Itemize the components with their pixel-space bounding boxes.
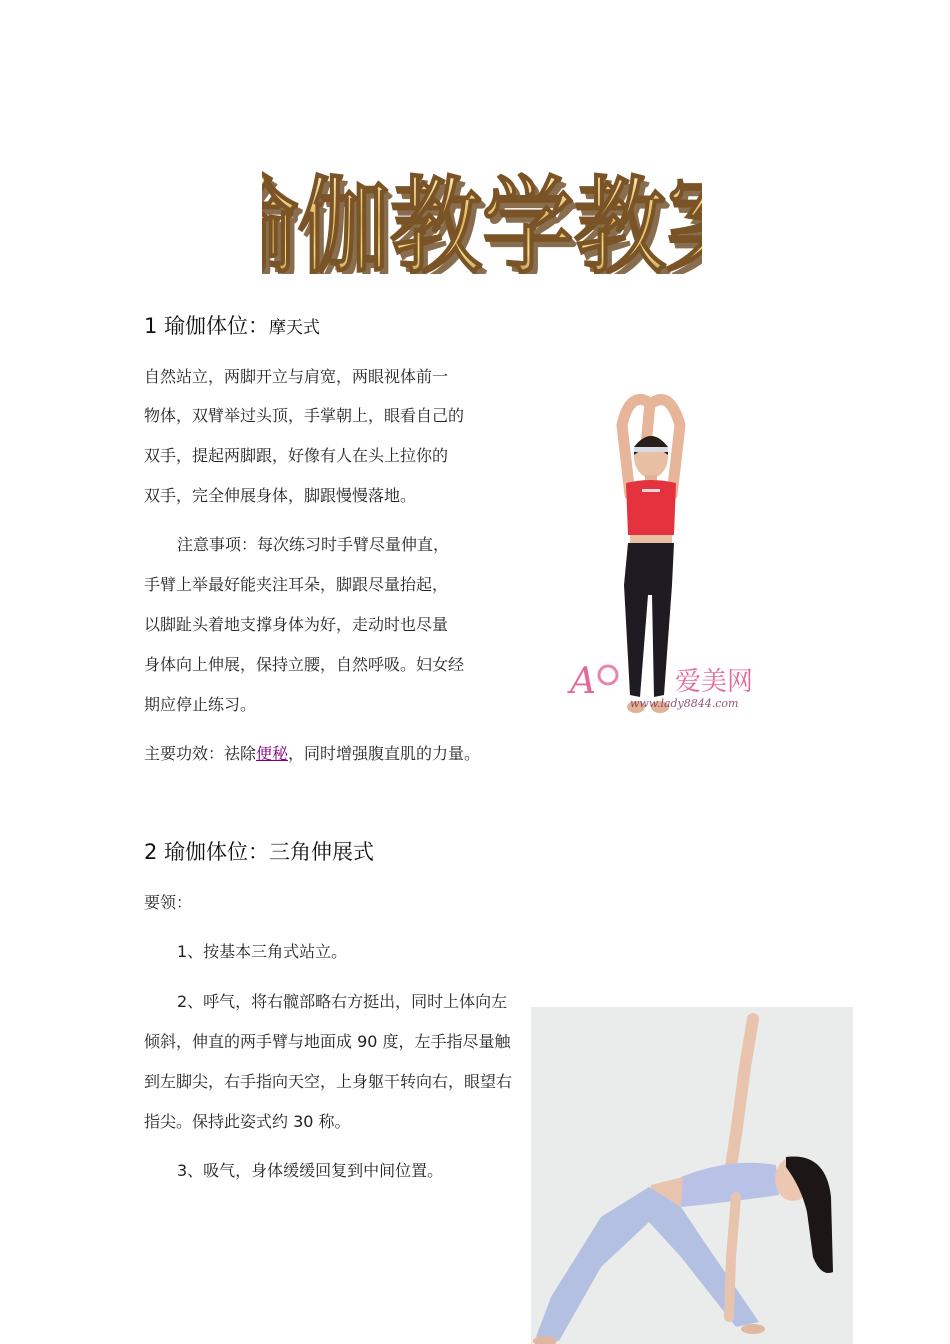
step-2-line: 到左脚尖，右手指向天空，上身躯干转向右，眼望右 [144, 1072, 513, 1091]
page-title: 伽教学教 [303, 172, 671, 274]
section2-heading: 2 瑜伽体位：三角伸展式 [144, 840, 375, 864]
effect-prefix: 主要功效：祛除 [144, 744, 257, 763]
step-2-line: 指尖。保持此姿式约 30 称。 [144, 1112, 351, 1131]
section1-heading [144, 310, 320, 340]
section1-desc-line: 双手，提起两脚跟，好像有人在头上拉你的 [144, 446, 449, 465]
section1-notes-line: 期应停止练习。 [144, 695, 257, 714]
section1-desc-line: 自然站立，两脚开立与肩宽，两眼视体前一 [144, 367, 449, 386]
title-wordart [262, 128, 702, 274]
watermark-url: www.lady8844.com [630, 697, 739, 710]
section1-notes-line: 以脚趾头着地支撑身体为好，走动时也尽量 [144, 615, 449, 634]
page-title-face: 伽教学教 [298, 166, 666, 274]
triangle-pose-image [531, 1007, 853, 1344]
section1-desc-line: 双手，完全伸展身体，脚跟慢慢落地。 [144, 486, 417, 505]
essentials-label: 要领： [144, 893, 193, 912]
mountain-pose-image [560, 385, 810, 730]
section1-effect [144, 744, 480, 764]
step-1: 1、按基本三角式站立。 [177, 942, 348, 961]
section1-desc-line: 物体，双臂举过头顶，手掌朝上，眼看自己的 [144, 406, 465, 425]
watermark-text: 爱美网 [675, 667, 754, 697]
section1-notes-line: 身体向上伸展，保持立腰，自然呼吸。妇女经 [144, 655, 465, 674]
step-2-line: 2、呼气，将右髋部略右方挺出，同时上体向左 [177, 992, 508, 1011]
section1-heading-prefix: 1 瑜伽体位： [144, 314, 270, 338]
section1-notes-line: 手臂上举最好能夹注耳朵，脚跟尽量抬起， [144, 575, 449, 594]
step-3: 3、吸气，身体缓缓回复到中间位置。 [177, 1161, 444, 1180]
constipation-link[interactable]: 便秘 [256, 744, 289, 763]
section1-notes-line: 注意事项：每次练习时手臂尽量伸直， [177, 535, 450, 554]
svg-text:A: A [570, 661, 596, 702]
effect-suffix: ，同时增强腹直肌的力量。 [288, 744, 481, 763]
step-2-line: 倾斜，伸直的两手臂与地面成 90 度，左手指尽量触 [144, 1032, 511, 1051]
section1-heading-name: 摩天式 [269, 318, 321, 338]
